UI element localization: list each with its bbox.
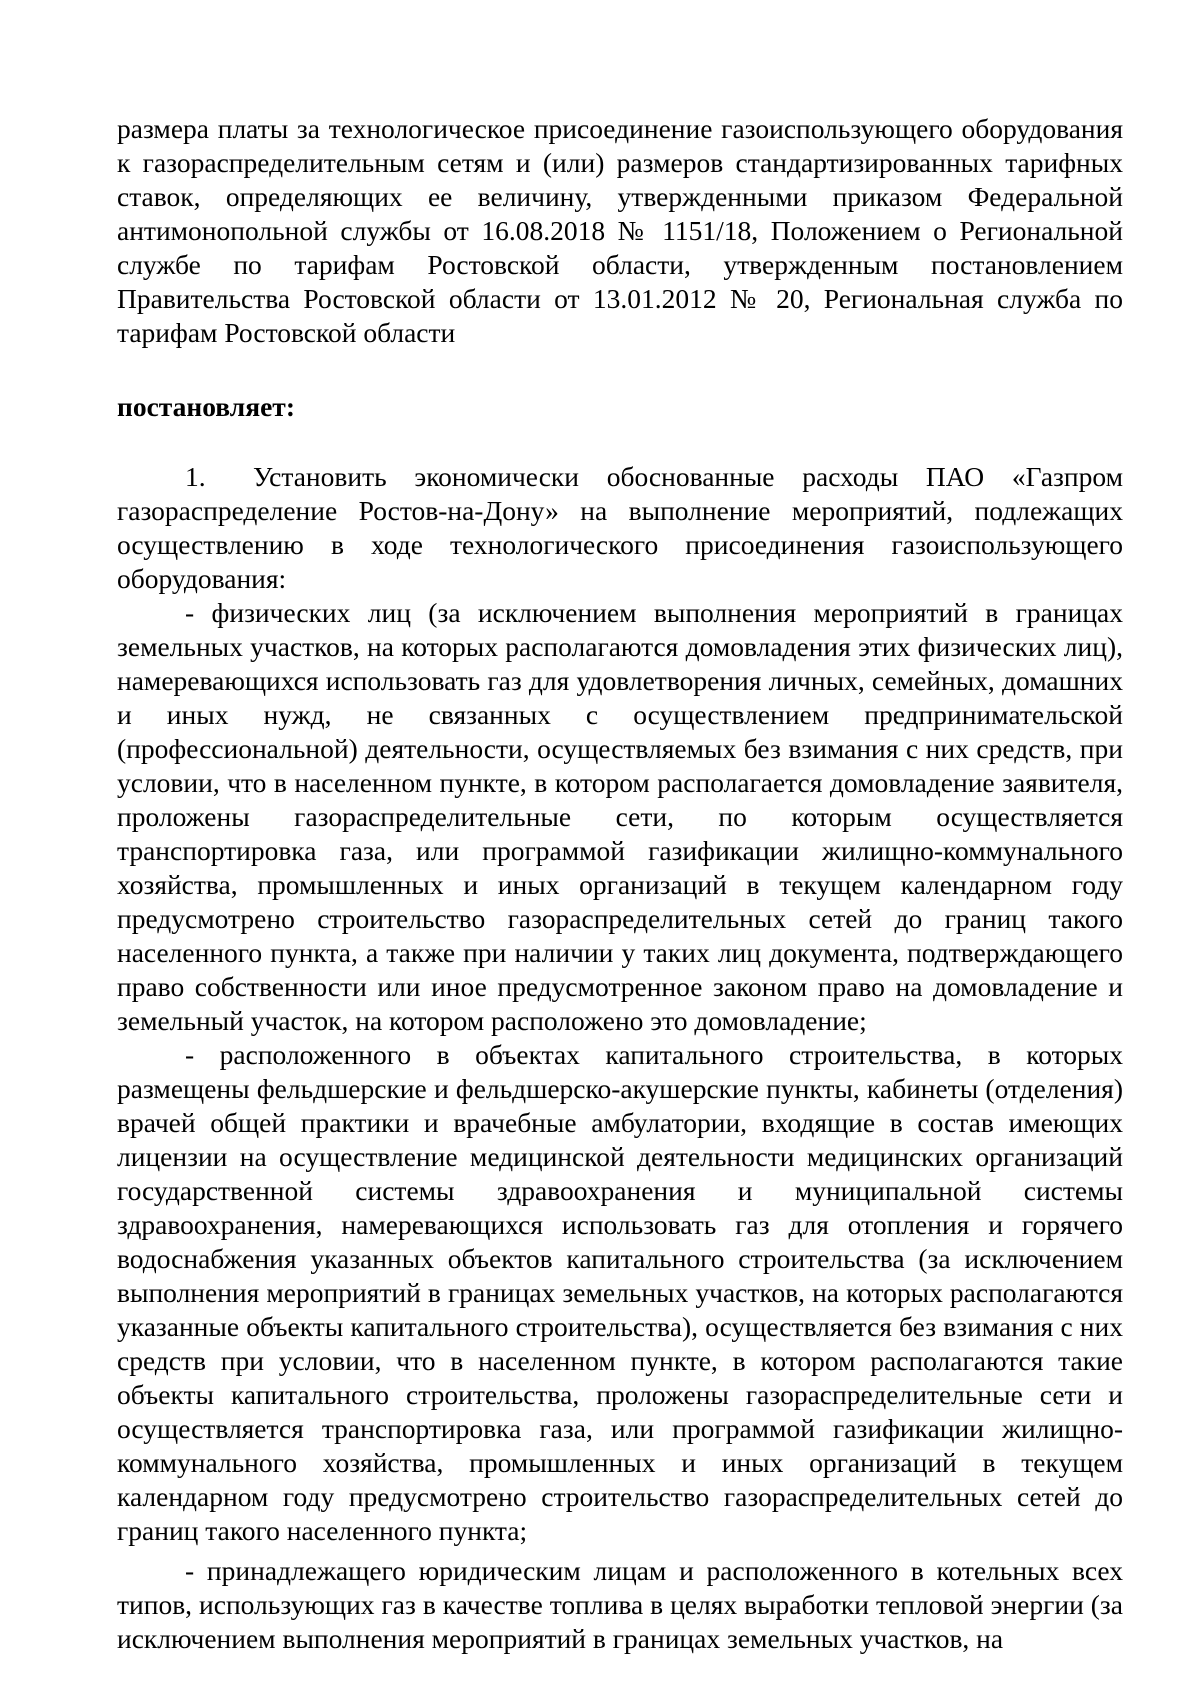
list-item: - расположенного в объектах капитального строительства, в которых размещены фельдшерские и фельдшерско-акушерские пункты, кабинеты (отделения) врачей общей практики и врачебные амбулатории, входящие в состав имеющих лицензии на осуществление медицинской деятельности медицинских организаций государственной системы здравоохранения и муниципальной системы здравоохранения, намеревающихся использовать газ для отопления и горячего водоснабжения указанных объектов капитального строительства (за исключением выполнения мероприятий в границах земельных участков, на которых располагаются указанные объекты капитального строительства), осуществляется без взимания с них средств при условии, что в населенном пункте, в котором располагаются такие объекты капитального строительства, проложены газораспределительные сети и осуществляется транспортировка газа, или программой газификации жилищно-коммунального хозяйства, промышленных и иных организаций в текущем календарном году предусмотрено строительство газораспределительных сетей до границ такого населенного пункта; (117, 1039, 1123, 1546)
clause-1-number: 1. (185, 461, 206, 492)
clause-1-text: Установить экономически обоснованные расходы ПАО «Газпром газораспределение Ростов-на-Дону» на выполнение мероприятий, подлежащих осуществлению в ходе технологического присоединения газоиспользующего оборудования: (117, 461, 1123, 594)
list-item: - физических лиц (за исключением выполнения мероприятий в границах земельных участков, на которых располагаются домовладения этих физических лиц), намеревающихся использовать газ для удовлетворения личных, семейных, домашних и иных нужд, не связанных с осуществлением предпринимательской (профессиональной) деятельности, осуществляемых без взимания с них средств, при условии, что в населенном пункте, в котором располагается домовладение заявителя, проложены газораспределительные сети, по которым осуществляется транспортировка газа, или программой газификации жилищно-коммунального хозяйства, промышленных и иных организаций в текущем календарном году предусмотрено строительство газораспределительных сетей до границ такого населенного пункта, а также при наличии у таких лиц документа, подтверждающего право собственности или иное предусмотренное законом право на домовладение и земельный участок, на котором расположено это домовладение; (117, 597, 1123, 1036)
intro-paragraph: размера платы за технологическое присоединение газоиспользующего оборудования к газораспределительным сетям и (или) размеров стандартизированных тарифных ставок, определяющих ее величину, утвержденными приказом Федеральной антимонопольной службы от 16.08.2018 № 1151/18, Положением о Региональной службе по тарифам Ростовской области, утвержденным постановлением Правительства Ростовской области от 13.01.2012 № 20, Региональная служба по тарифам Ростовской области (117, 113, 1123, 348)
resolution-heading: постановляет: (117, 391, 295, 422)
list-item: - принадлежащего юридическим лицам и расположенного в котельных всех типов, использующих газ в качестве топлива в целях выработки тепловой энергии (за исключением выполнения мероприятий в границах земельных участков, на (117, 1555, 1123, 1654)
clause-1 (117, 460, 1123, 596)
document-page (117, 112, 1123, 1656)
